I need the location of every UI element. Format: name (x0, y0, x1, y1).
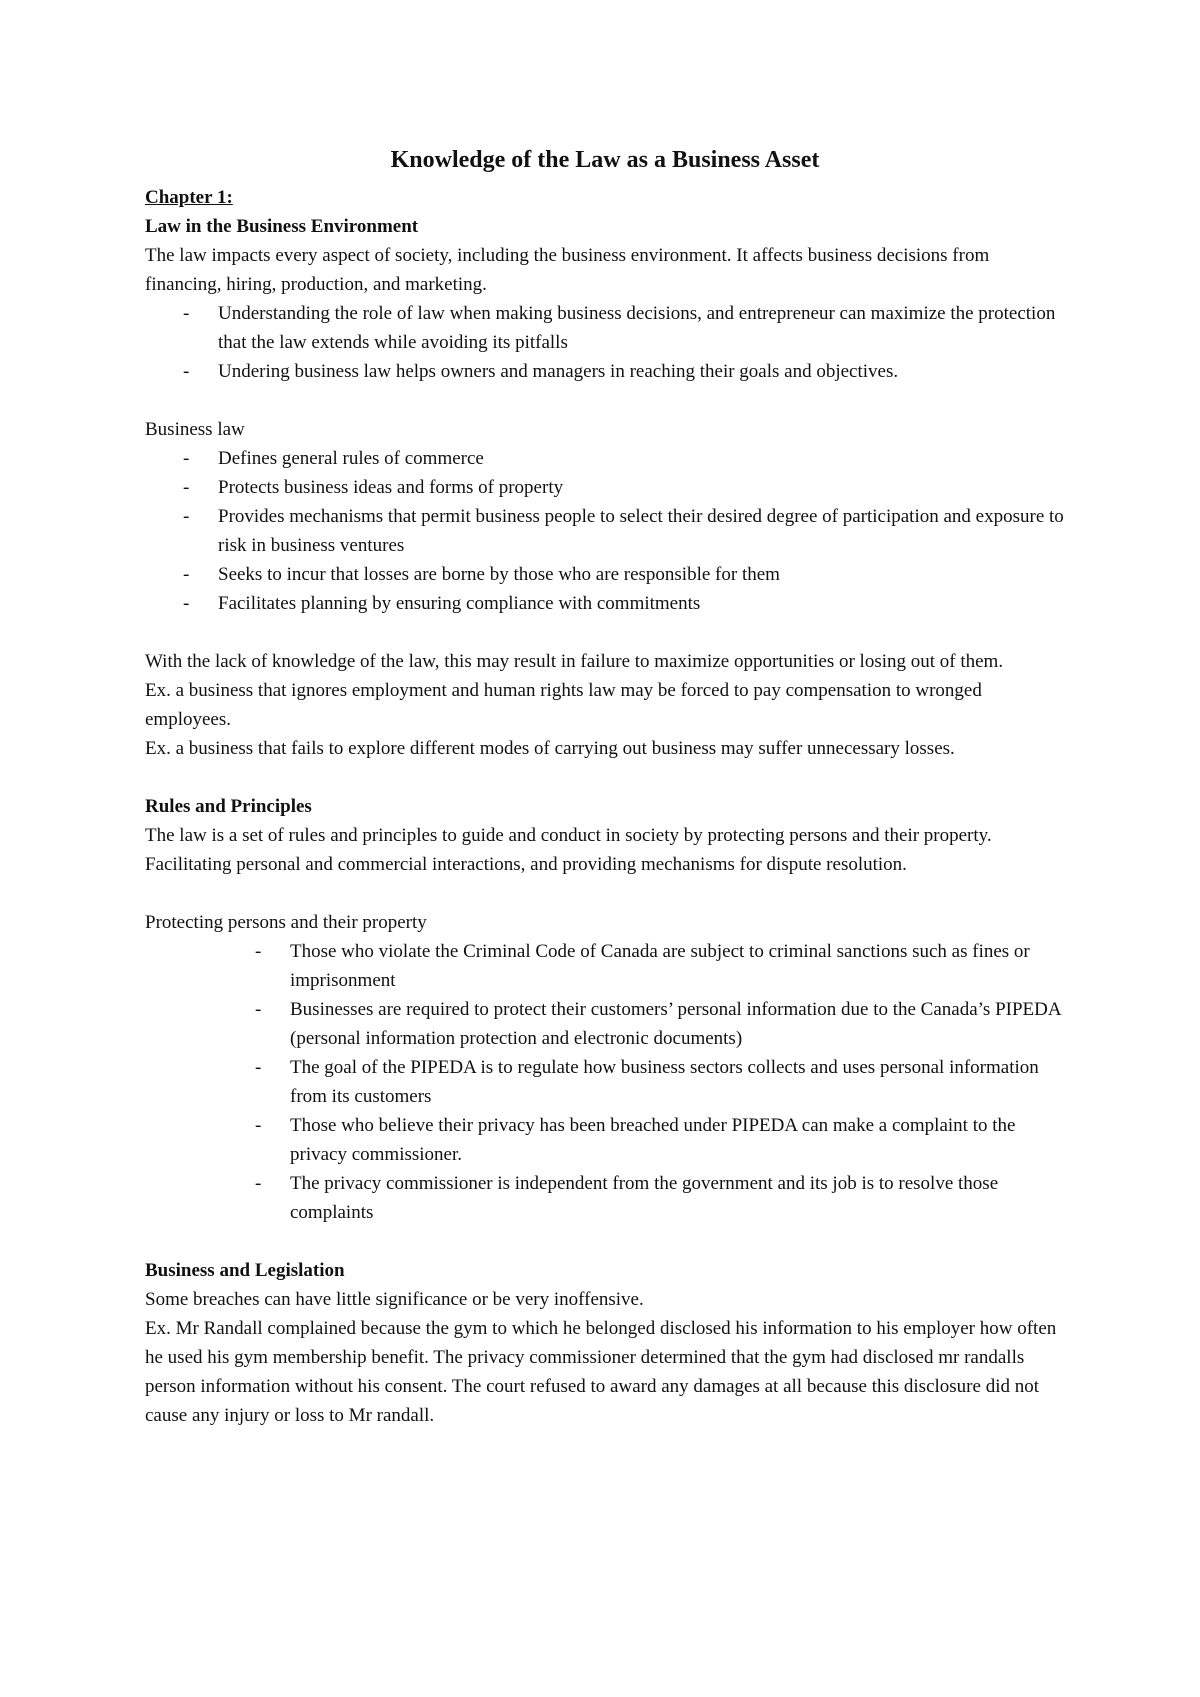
paragraph-example-employment: Ex. a business that ignores employment and human rights law may be forced to pay compensation to wronged employees. (145, 680, 982, 730)
heading-law-in-business-environment: Law in the Business Environment (145, 216, 419, 237)
list-item-text: The goal of the PIPEDA is to regulate how business sectors collects and uses personal information from its customers (290, 1057, 1039, 1107)
paragraph-lack-of-knowledge: With the lack of knowledge of the law, this may result in failure to maximize opportunities or losing out of them. (145, 651, 1004, 672)
list-item-text: Facilitates planning by ensuring compliance with commitments (218, 593, 701, 614)
label-protecting-persons: Protecting persons and their property (145, 912, 427, 933)
paragraph-law-impacts: The law impacts every aspect of society, including the business environment. It affects business decisions from financing, hiring, production, and marketing. (145, 245, 990, 295)
list-item (145, 473, 1065, 502)
paragraph-rules: The law is a set of rules and principles to guide and conduct in society by protecting persons and their property. Facilitating personal and commercial interactions, and providing mechanisms for dispute resolution. (145, 825, 992, 875)
spacer (145, 879, 1065, 908)
list-item (145, 357, 1065, 386)
list-item (145, 444, 1065, 473)
list-item (145, 299, 1065, 357)
list-item-text: Defines general rules of commerce (218, 448, 484, 469)
list-item-text: The privacy commissioner is independent from the government and its job is to resolve those complaints (290, 1173, 999, 1223)
list-item (145, 937, 1065, 995)
dash-bullet: - (255, 1173, 262, 1194)
label-business-law: Business law (145, 419, 245, 440)
list-item-text: Understanding the role of law when making business decisions, and entrepreneur can maximize the protection that the law extends while avoiding its pitfalls (218, 303, 1056, 353)
list-item (145, 502, 1065, 560)
list-protecting-persons (145, 937, 1065, 1227)
dash-bullet: - (183, 593, 190, 614)
dash-bullet: - (255, 1115, 262, 1136)
dash-bullet: - (183, 477, 190, 498)
list-item-text: Those who violate the Criminal Code of Canada are subject to criminal sanctions such as fines or imprisonment (290, 941, 1030, 991)
document-title: Knowledge of the Law as a Business Asset (390, 147, 820, 173)
list-business-law (145, 444, 1065, 618)
dash-bullet: - (183, 303, 190, 324)
spacer (145, 618, 1065, 647)
list-item (145, 1169, 1065, 1227)
list-item-text: Provides mechanisms that permit business people to select their desired degree of participation and exposure to risk in business ventures (218, 506, 1064, 556)
paragraph-example-randall: Ex. Mr Randall complained because the gym to which he belonged disclosed his information to his employer how often he used his gym membership benefit. The privacy commissioner determined that the gym had disclosed mr randalls person information without his consent. The court refused to award any damages at all because this disclosure did not cause any injury or loss to Mr randall. (145, 1318, 1057, 1426)
list-item (145, 1111, 1065, 1169)
heading-business-and-legislation: Business and Legislation (145, 1260, 345, 1281)
dash-bullet: - (183, 361, 190, 382)
paragraph-example-losses: Ex. a business that fails to explore different modes of carrying out business may suffer unnecessary losses. (145, 738, 955, 759)
dash-bullet: - (183, 448, 190, 469)
list-item-text: Seeks to incur that losses are borne by those who are responsible for them (218, 564, 780, 585)
dash-bullet: - (183, 564, 190, 585)
dash-bullet: - (183, 506, 190, 527)
spacer (145, 763, 1065, 792)
paragraph-breaches: Some breaches can have little significance or be very inoffensive. (145, 1289, 644, 1310)
list-item-text: Those who believe their privacy has been breached under PIPEDA can make a complaint to the privacy commissioner. (290, 1115, 1016, 1165)
spacer (145, 1227, 1065, 1256)
dash-bullet: - (255, 1057, 262, 1078)
dash-bullet: - (255, 941, 262, 962)
list-item-text: Protects business ideas and forms of property (218, 477, 564, 498)
dash-bullet: - (255, 999, 262, 1020)
chapter-label: Chapter 1: (145, 187, 233, 208)
list-item-text: Businesses are required to protect their customers’ personal information due to the Canada’s PIPEDA (personal information protection and electronic documents) (290, 999, 1061, 1049)
list-item (145, 560, 1065, 589)
list-law-env (145, 299, 1065, 386)
list-item (145, 1053, 1065, 1111)
spacer (145, 386, 1065, 415)
list-item (145, 995, 1065, 1053)
heading-rules-and-principles: Rules and Principles (145, 796, 312, 817)
list-item-text: Undering business law helps owners and managers in reaching their goals and objectives. (218, 361, 899, 382)
list-item (145, 589, 1065, 618)
document-body (145, 143, 1065, 1430)
